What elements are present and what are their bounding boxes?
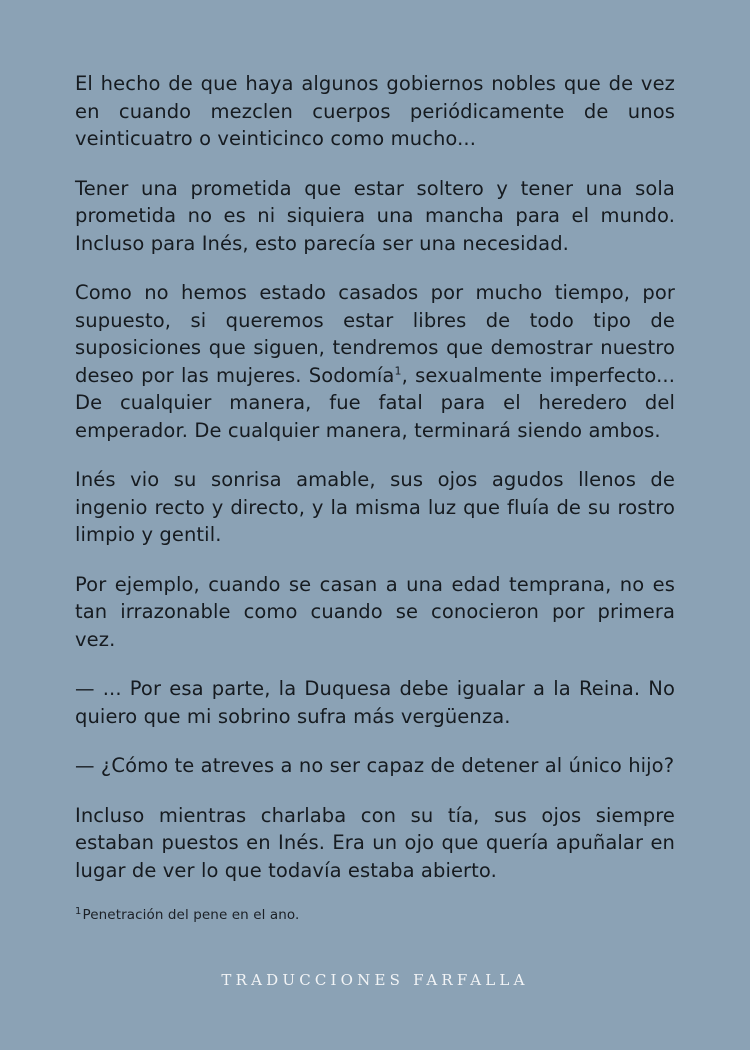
document-body	[75, 70, 675, 924]
credit-container	[75, 970, 675, 989]
paragraph: Por ejemplo, cuando se casan a una edad temprana, no es tan irrazonable como cuando se conocieron por primera vez.	[75, 572, 675, 651]
paragraph-with-footnote	[75, 279, 675, 444]
footnote-text: Penetración del pene en el ano.	[82, 907, 300, 923]
paragraph: Tener una prometida que estar soltero y tener una sola prometida no es ni siquiera una mancha para el mundo. Incluso para Inés, esto parecía ser una necesidad.	[75, 176, 675, 255]
footnote-reference-marker: 1	[394, 364, 402, 377]
paragraph: — ... Por esa parte, la Duquesa debe igualar a la Reina. No quiero que mi sobrino sufra más vergüenza.	[75, 677, 675, 728]
translator-credit: TRADUCCIONES FARFALLA	[221, 971, 529, 989]
footnote-marker: 1	[75, 905, 82, 917]
paragraph: Inés vio su sonrisa amable, sus ojos agudos llenos de ingenio recto y directo, y la misma luz que fluía de su rostro limpio y gentil.	[75, 468, 675, 546]
paragraph-text-tail: , sexualmente imperfecto... De cualquier manera, fue fatal para el heredero del emperador. De cualquier manera, terminará siendo ambos.	[75, 363, 675, 442]
paragraph: El hecho de que haya algunos gobiernos nobles que de vez en cuando mezclen cuerpos periódicamente de unos veinticuatro o veinticinco como mucho...	[75, 72, 675, 150]
paragraph-text-head: Como no hemos estado casados por mucho tiempo, por supuesto, si queremos estar libres de todo tipo de suposiciones que siguen, tendremos que demostrar nuestro deseo por las mujeres. Sodomía	[75, 281, 675, 387]
footnote	[75, 906, 675, 924]
paragraph: — ¿Cómo te atreves a no ser capaz de detener al único hijo?	[75, 754, 675, 777]
paragraph: Incluso mientras charlaba con su tía, sus ojos siempre estaban puestos en Inés. Era un ojo que quería apuñalar en lugar de ver lo que todavía estaba abierto.	[75, 803, 675, 882]
